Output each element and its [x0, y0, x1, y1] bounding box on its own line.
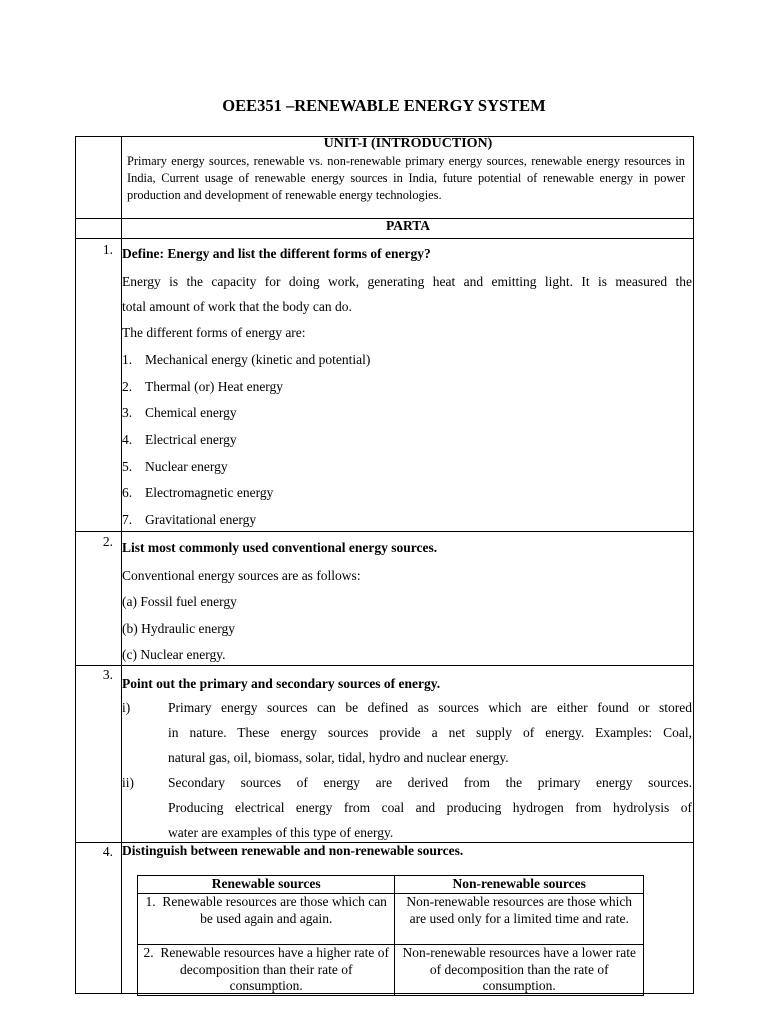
question-title: List most commonly used conventional energy sources.	[122, 540, 438, 555]
point-label: ii)	[122, 775, 134, 790]
table-cell: Non-renewable resources are those which are used only for a limited time and rate.	[395, 894, 644, 945]
list-item	[122, 352, 370, 368]
list-text: Thermal (or) Heat energy	[145, 379, 284, 394]
list-item: (a) Fossil fuel energy	[122, 594, 237, 609]
list-item	[122, 459, 228, 475]
list-number: 7.	[122, 512, 133, 527]
question-number: 4.	[102, 844, 113, 859]
question-title: Distinguish between renewable and non-renewable sources.	[122, 843, 464, 858]
list-text: Gravitational energy	[145, 512, 257, 527]
list-item	[122, 379, 283, 395]
point-line: water are examples of this type of energy.	[168, 825, 394, 840]
document-title: OEE351 –RENEWABLE ENERGY SYSTEM	[222, 96, 546, 115]
list-text: Nuclear energy	[145, 459, 228, 474]
list-number: 6.	[122, 485, 133, 500]
list-number: 3.	[122, 405, 133, 420]
list-item: (b) Hydraulic energy	[122, 621, 235, 636]
answer-text: Conventional energy sources are as follows:	[122, 568, 361, 583]
question-number: 1.	[102, 242, 113, 257]
table-cell: Non-renewable resources have a lower rate of decomposition than the rate of consumption.	[395, 945, 644, 996]
table-header-row	[138, 876, 644, 894]
list-number: 1.	[122, 352, 133, 367]
unit-heading: UNIT-I (INTRODUCTION)	[323, 136, 493, 151]
list-number: 4.	[122, 432, 133, 447]
row-divider	[75, 238, 694, 239]
column-header: Non-renewable sources	[395, 876, 644, 894]
list-text: Electrical energy	[145, 432, 237, 447]
list-number: 5.	[122, 459, 133, 474]
answer-text: total amount of work that the body can do.	[122, 299, 352, 314]
list-intro: The different forms of energy are:	[122, 325, 306, 340]
list-item: (c) Nuclear energy.	[122, 647, 226, 662]
question-title: Define: Energy and list the different forms of energy?	[122, 246, 431, 261]
list-number: 2.	[122, 379, 133, 394]
point-line: Primary energy sources can be defined as sources which are either found or stored	[168, 700, 692, 715]
list-item	[122, 485, 273, 501]
table-row	[138, 894, 644, 945]
list-text: Electromagnetic energy	[145, 485, 274, 500]
table-cell: 2. Renewable resources have a higher rate of decomposition than their rate of consumption.	[138, 945, 395, 996]
point-line: Secondary sources of energy are derived from the primary energy sources.	[168, 775, 692, 790]
unit-syllabus: Primary energy sources, renewable vs. non-renewable primary energy sources, renewable energy resources in India, Current usage of renewable energy sources in India, future potential of renewable energy in power production and development of renewable energy technologies.	[127, 154, 685, 202]
answer-text: Energy is the capacity for doing work, generating heat and emitting light. It is measured the	[122, 274, 692, 289]
point-line: Producing electrical energy from coal and producing hydrogen from hydrolysis of	[168, 800, 692, 815]
point-line: natural gas, oil, biomass, solar, tidal, hydro and nuclear energy.	[168, 750, 509, 765]
point-text	[168, 770, 692, 845]
list-text: Chemical energy	[145, 405, 237, 420]
question-title: Point out the primary and secondary sources of energy.	[122, 676, 441, 691]
part-label: PARTA	[385, 218, 431, 233]
point-label: i)	[122, 700, 131, 715]
column-header: Renewable sources	[138, 876, 395, 894]
comparison-table	[137, 875, 644, 996]
row-divider	[75, 531, 694, 532]
question-number: 3.	[102, 667, 113, 682]
table-cell: 1. Renewable resources are those which can be used again and again.	[138, 894, 395, 945]
list-item	[122, 432, 237, 448]
point-line: in nature. These energy sources provide a net supply of energy. Examples: Coal,	[168, 725, 692, 740]
list-item	[122, 512, 256, 528]
table-row	[138, 945, 644, 996]
list-item	[122, 405, 237, 421]
question-number: 2.	[102, 534, 113, 549]
list-text: Mechanical energy (kinetic and potential)	[145, 352, 371, 367]
point-text	[168, 695, 692, 770]
